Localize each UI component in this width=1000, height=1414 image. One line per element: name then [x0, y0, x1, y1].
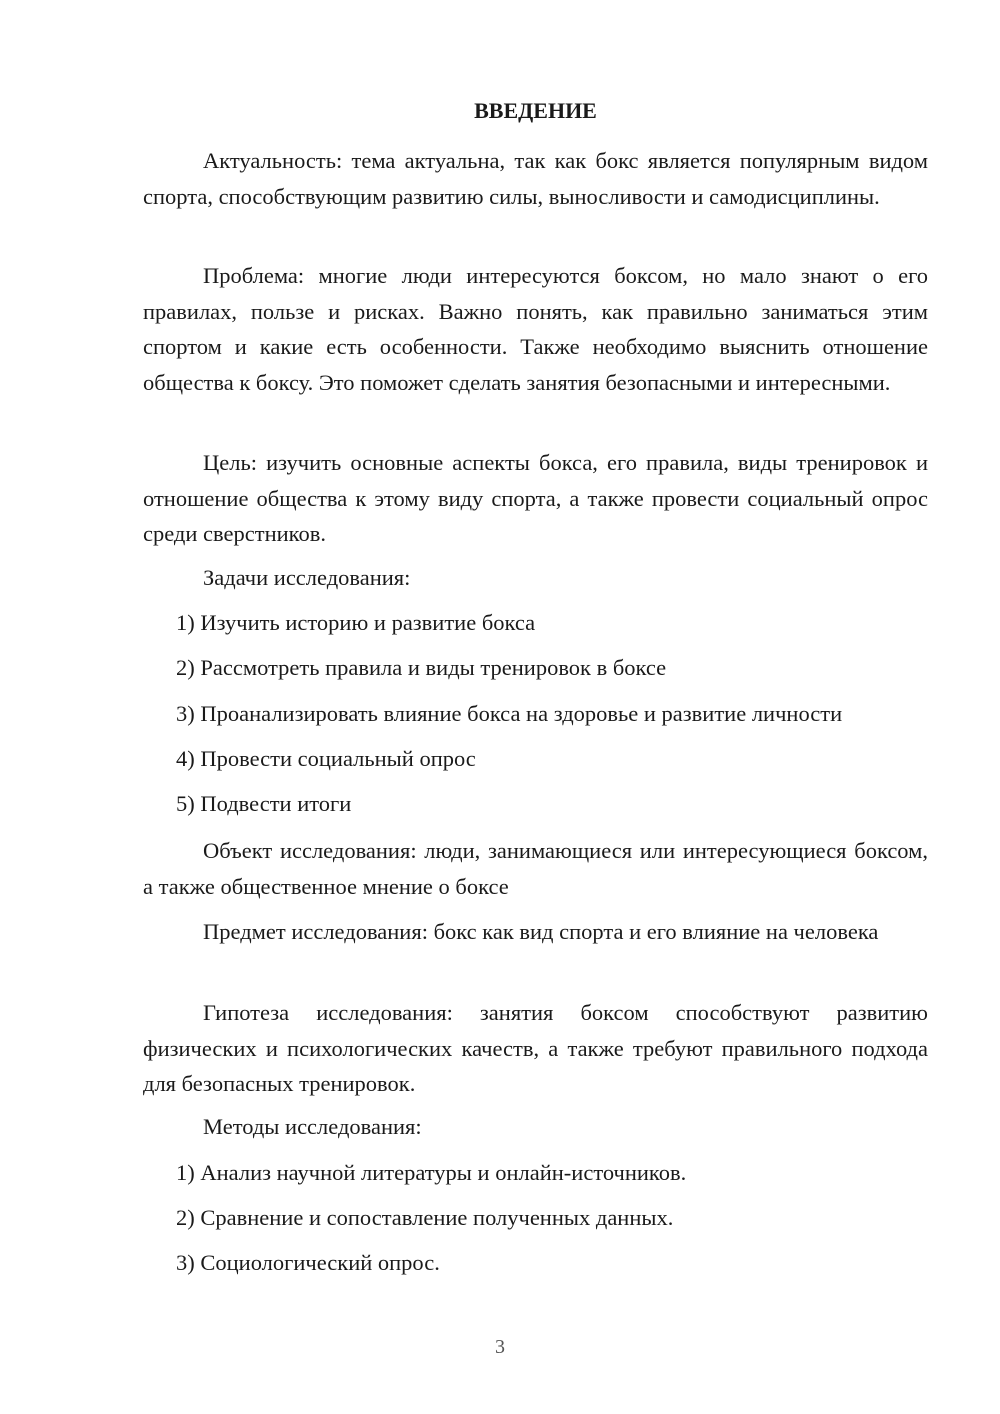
page-title: ВВЕДЕНИЕ — [474, 98, 597, 123]
research-object-paragraph: Объект исследования: люди, занимающиеся или интересующиеся боксом, а также общественное мнение о боксе — [143, 838, 928, 899]
methods-heading: Методы исследования: — [203, 1114, 422, 1139]
problem-paragraph: Проблема: многие люди интересуются боксом, но мало знают о его правилах, пользе и рисках. Важно понять, как правильно заниматься этим спортом и какие есть особенности. Также необходимо выяснить отношение общества к боксу. Это поможет сделать занятия безопасными и интересными. — [143, 263, 928, 395]
task-item-4: 4) Провести социальный опрос — [176, 746, 476, 771]
goal-paragraph: Цель: изучить основные аспекты бокса, его правила, виды тренировок и отношение общества к этому виду спорта, а также провести социальный опрос среди сверстников. — [143, 450, 928, 546]
page-number: 3 — [495, 1336, 505, 1358]
research-subject-paragraph: Предмет исследования: бокс как вид спорта и его влияние на человека — [203, 919, 879, 944]
task-item-5: 5) Подвести итоги — [176, 791, 352, 816]
tasks-heading: Задачи исследования: — [203, 565, 411, 590]
hypothesis-paragraph: Гипотеза исследования: занятия боксом способствуют развитию физических и психологических качеств, а также требуют правильного подхода для безопасных тренировок. — [143, 1000, 928, 1096]
task-item-2: 2) Рассмотреть правила и виды тренировок в боксе — [176, 655, 667, 680]
task-item-1: 1) Изучить историю и развитие бокса — [176, 610, 536, 635]
method-item-1: 1) Анализ научной литературы и онлайн-источников. — [176, 1160, 687, 1185]
task-item-3: 3) Проанализировать влияние бокса на здоровье и развитие личности — [176, 701, 843, 726]
relevance-paragraph: Актуальность: тема актуальна, так как бокс является популярным видом спорта, способствующим развитию силы, выносливости и самодисциплины. — [143, 148, 928, 209]
method-item-2: 2) Сравнение и сопоставление полученных данных. — [176, 1205, 674, 1230]
method-item-3: 3) Социологический опрос. — [176, 1250, 440, 1275]
